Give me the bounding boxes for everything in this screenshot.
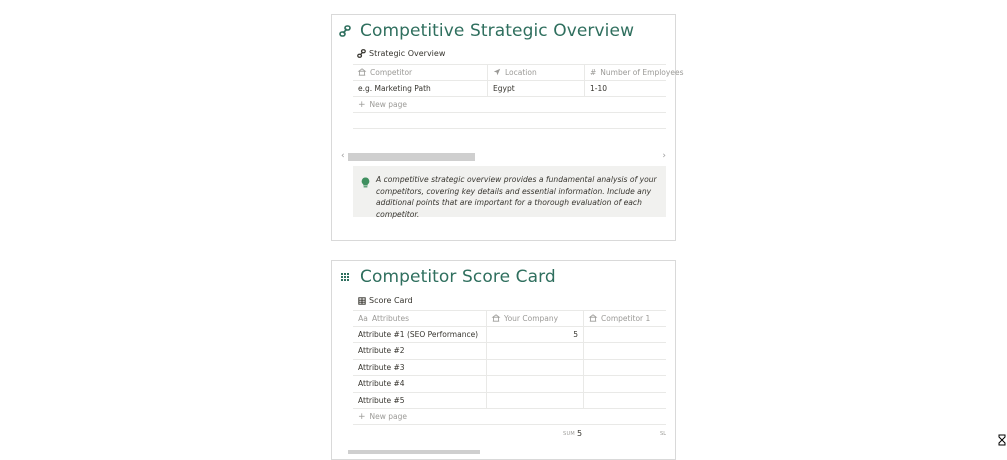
table-row[interactable] xyxy=(353,393,666,410)
competitor1-cell[interactable] xyxy=(584,360,666,376)
scorecard-db-title: Score Card xyxy=(369,296,413,305)
table-row[interactable] xyxy=(353,81,666,98)
overview-card xyxy=(331,14,684,241)
table-row[interactable] xyxy=(353,360,666,377)
cursor-icon xyxy=(997,432,1007,445)
your-company-cell[interactable]: 5 xyxy=(487,327,584,343)
overview-db-header[interactable] xyxy=(357,49,445,58)
table-header-row xyxy=(353,310,666,327)
your-company-cell[interactable] xyxy=(487,343,584,359)
scorecard-db-header[interactable] xyxy=(357,296,413,305)
grid-icon xyxy=(338,270,352,284)
table-row[interactable] xyxy=(353,343,666,360)
competitor1-cell[interactable] xyxy=(584,343,666,359)
column-header-competitor[interactable]: Competitor xyxy=(353,65,488,80)
overview-db-title: Strategic Overview xyxy=(369,49,446,58)
scorecard-card xyxy=(331,260,676,460)
column-header-competitor1[interactable]: Competitor 1 xyxy=(584,311,666,326)
your-company-cell[interactable] xyxy=(487,376,584,392)
attribute-cell[interactable]: Attribute #5 xyxy=(353,393,487,409)
scrollbar-thumb[interactable] xyxy=(348,450,480,454)
building-icon xyxy=(589,314,597,322)
lightbulb-icon xyxy=(361,174,370,217)
callout-box xyxy=(353,166,666,217)
new-page-button[interactable]: + New page xyxy=(353,409,666,425)
plus-icon: + xyxy=(358,411,366,422)
link-icon xyxy=(338,24,352,38)
hash-icon: # xyxy=(590,67,597,77)
attribute-cell[interactable]: Attribute #2 xyxy=(353,343,487,359)
attribute-cell[interactable]: Attribute #3 xyxy=(353,360,487,376)
attribute-cell[interactable]: Attribute #1 (SEO Performance) xyxy=(353,327,487,343)
text-icon: Aa xyxy=(358,313,368,323)
scorecard-title: Competitor Score Card xyxy=(360,267,556,287)
competitor1-cell[interactable] xyxy=(584,393,666,409)
attribute-cell[interactable]: Attribute #4 xyxy=(353,376,487,392)
competitor1-cell[interactable] xyxy=(584,327,666,343)
column-header-location[interactable]: Location xyxy=(488,65,585,80)
column-header-employees[interactable]: # Number of Employees xyxy=(590,67,684,77)
scroll-right-icon[interactable]: › xyxy=(662,151,666,161)
table-footer xyxy=(353,113,666,129)
column-header-your-company[interactable]: Your Company xyxy=(487,311,584,326)
sum-label[interactable]: SUM xyxy=(563,431,576,437)
location-cell[interactable]: Egypt xyxy=(488,81,585,97)
new-page-button[interactable]: + New page xyxy=(353,97,666,113)
overview-title: Competitive Strategic Overview xyxy=(360,21,635,41)
horizontal-scrollbar[interactable] xyxy=(341,151,666,162)
calculation-row xyxy=(353,428,666,442)
link-icon xyxy=(357,49,366,58)
callout-text: A competitive strategic overview provides a fundamental analysis of your competitors, covering key details and essential information. Include any additional points that are important for a thorough evaluation of each competitor. xyxy=(376,175,657,219)
location-arrow-icon xyxy=(493,68,501,76)
your-company-cell[interactable] xyxy=(487,393,584,409)
plus-icon: + xyxy=(358,99,366,110)
column-header-attributes[interactable]: Aa Attributes xyxy=(353,311,487,326)
competitor1-cell[interactable] xyxy=(584,376,666,392)
overview-table xyxy=(353,64,684,129)
sum-value: 5 xyxy=(577,429,583,438)
scrollbar-thumb[interactable] xyxy=(348,153,475,161)
table-header-row xyxy=(353,64,684,81)
sum-tail-label[interactable]: SL xyxy=(660,431,666,437)
scroll-left-icon[interactable]: ‹ xyxy=(341,151,345,161)
table-row[interactable] xyxy=(353,327,666,344)
employees-cell[interactable]: 1-10 xyxy=(590,83,608,93)
overview-heading xyxy=(338,21,634,41)
scorecard-heading xyxy=(338,267,556,287)
table-icon xyxy=(357,296,366,305)
scorecard-table xyxy=(353,310,666,425)
your-company-cell[interactable] xyxy=(487,360,584,376)
competitor-cell[interactable]: e.g. Marketing Path xyxy=(353,81,488,97)
building-icon xyxy=(358,68,366,76)
building-icon xyxy=(492,314,500,322)
table-row[interactable] xyxy=(353,376,666,393)
